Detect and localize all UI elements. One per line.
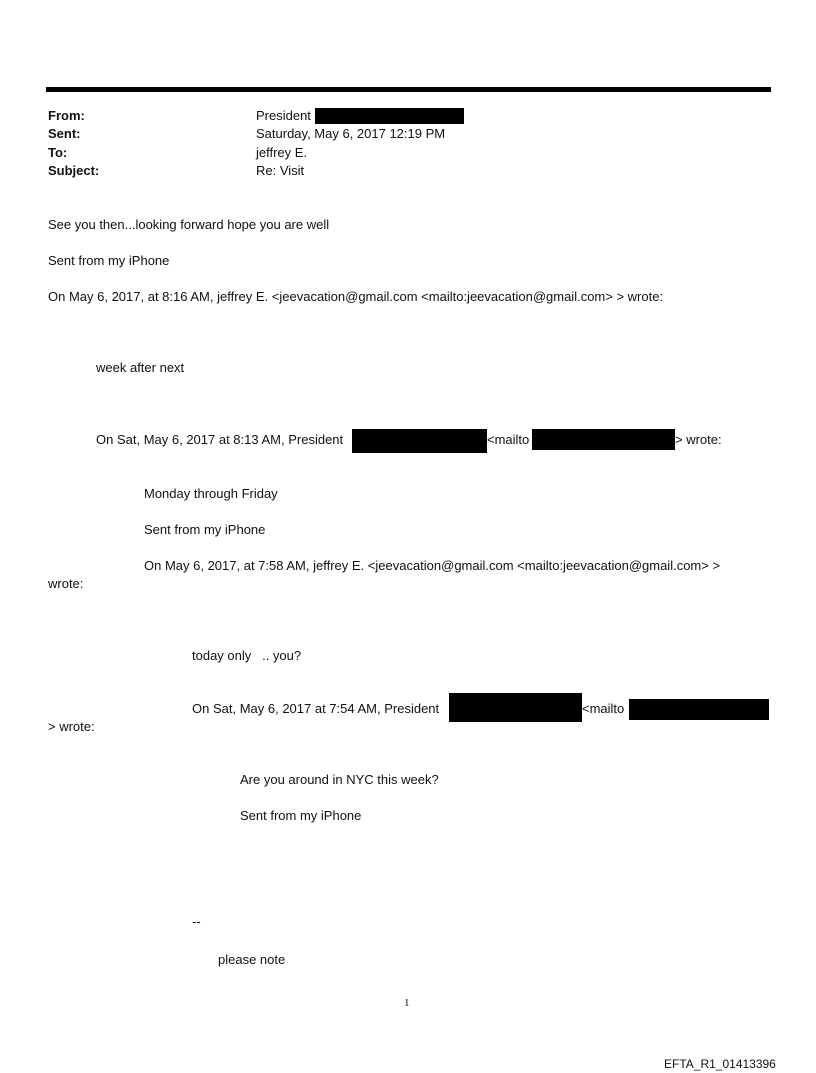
to-value: jeffrey E. [256, 145, 308, 160]
redaction-bar [352, 429, 487, 453]
signature: Sent from my iPhone [240, 808, 362, 823]
quote-header: On Sat, May 6, 2017 at 8:13 AM, President [96, 432, 344, 447]
quote-header: On May 6, 2017, at 8:16 AM, jeffrey E. <jeevacation@gmail.com <mailto:jeevacation@gmail.com> > wrote: [48, 289, 664, 304]
subject-value: Re: Visit [256, 163, 305, 178]
page-number: 1 [404, 997, 410, 1009]
signature: Sent from my iPhone [48, 253, 170, 268]
from-value: President [256, 108, 311, 123]
quote-text: week after next [96, 360, 185, 375]
quote-header-wrap: > wrote: [48, 719, 95, 734]
quote-text: Monday through Friday [144, 486, 278, 501]
quote-text: today only .. you? [192, 648, 302, 663]
signature-separator: -- [192, 914, 201, 929]
redaction-bar [315, 108, 464, 124]
quote-header-mailto: <mailto [582, 701, 625, 716]
quote-header: On Sat, May 6, 2017 at 7:54 AM, President [192, 701, 440, 716]
footer-note: please note [218, 952, 286, 967]
redaction-bar [449, 693, 582, 722]
redaction-bar [629, 699, 769, 720]
to-label: To: [48, 145, 68, 160]
quote-header-suffix: > wrote: [675, 432, 722, 447]
signature: Sent from my iPhone [144, 522, 266, 537]
sent-value: Saturday, May 6, 2017 12:19 PM [256, 126, 446, 141]
reply-text: See you then...looking forward hope you are well [48, 217, 330, 232]
bates-number: EFTA_R1_01413396 [664, 1057, 776, 1071]
quote-header: On May 6, 2017, at 7:58 AM, jeffrey E. <jeevacation@gmail.com <mailto:jeevacation@gmail.com> > [144, 558, 721, 573]
header-rule [46, 87, 771, 92]
from-label: From: [48, 108, 85, 123]
sent-label: Sent: [48, 126, 81, 141]
quote-header-mailto: <mailto [487, 432, 530, 447]
quote-text: Are you around in NYC this week? [240, 772, 439, 787]
quote-header-wrap: wrote: [48, 576, 84, 591]
subject-label: Subject: [48, 163, 100, 178]
redaction-bar [532, 429, 675, 450]
